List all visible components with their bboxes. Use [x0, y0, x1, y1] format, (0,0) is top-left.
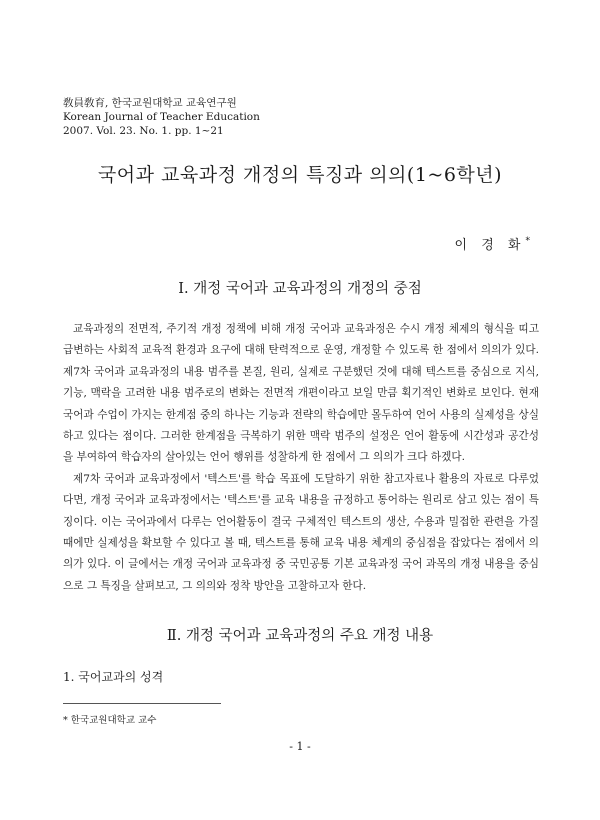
journal-info [63, 96, 260, 138]
author-footnote-mark: * [525, 236, 530, 247]
paper-title: 국어과 교육과정 개정의 특징과 의의(1~6학년) [97, 164, 503, 186]
author [455, 234, 530, 253]
author-name: 이 경 화 [454, 238, 526, 253]
paragraph-1: 교육과정의 전면적, 주기적 개정 정책에 비해 개정 국어과 교육과정은 수시 개정 체제의 형식을 띠고 급변하는 사회적 교육적 환경과 요구에 대해 탄력적으로 운영, 개정할 수 있도록 한 점에서 의의가 있다. 제7차 국어과 교육과정의 내용 범주를 본질, 원리, 실제로 구분했던 것에 대해 텍스트를 중심으로 지식, 기능, 맥락을 고려한 내용 범주로의 변화는 전면적 개편이라고 보일 만큼 획기적인 변화로 보인다. 현재 국어과 수업이 가지는 한계점 중의 하나는 기능과 전략의 학습에만 몰두하여 언어 사용의 실제성을 상실하고 있다는 점이다. 그러한 한계점을 극복하기 위한 맥락 범주의 설정은 언어 활동에 시간성과 공간성을 부여하여 학습자의 살아있는 언어 행위를 성찰하게 한 점에서 그 의의가 크다 하겠다. [63, 323, 539, 464]
footnote: * 한국교원대학교 교수 [63, 715, 157, 726]
section-2-heading: Ⅱ. 개정 국어과 교육과정의 주요 개정 내용 [166, 628, 434, 644]
subsection-heading: 1. 국어교과의 성격 [63, 670, 164, 684]
journal-volume: 2007. Vol. 23. No. 1. pp. 1~21 [63, 125, 224, 137]
footnote-divider [63, 703, 221, 704]
section-1-heading: Ⅰ. 개정 국어과 교육과정의 개정의 중점 [178, 281, 422, 297]
page-number: - 1 - [289, 740, 311, 753]
section-1-body [63, 319, 539, 597]
paragraph-2: 제7차 국어과 교육과정에서 '텍스트'를 학습 목표에 도달하기 위한 참고자료나 활용의 자료로 다루었다면, 개정 국어과 교육과정에서는 '텍스트'를 교육 내용을 규정하고 통어하는 원리로 삼고 있는 점이 특징이다. 이는 국어과에서 다루는 언어활동이 결국 구체적인 텍스트의 생산, 수용과 밀접한 관련을 가질 때에만 실제성을 확보할 수 있다고 볼 때, 텍스트를 통해 교육 내용 체계의 중심점을 잡았다는 점에서 의의가 있다. 이 글에서는 개정 국어과 교육과정 중 국민공통 기본 교육과정 국어 과목의 개정 내용을 중심으로 그 특징을 살펴보고, 그 의의와 정착 방안을 고찰하고자 한다. [63, 472, 539, 592]
journal-name-english: Korean Journal of Teacher Education [63, 111, 260, 123]
journal-name-korean: 敎員敎育, 한국교원대학교 교육연구원 [63, 97, 237, 109]
